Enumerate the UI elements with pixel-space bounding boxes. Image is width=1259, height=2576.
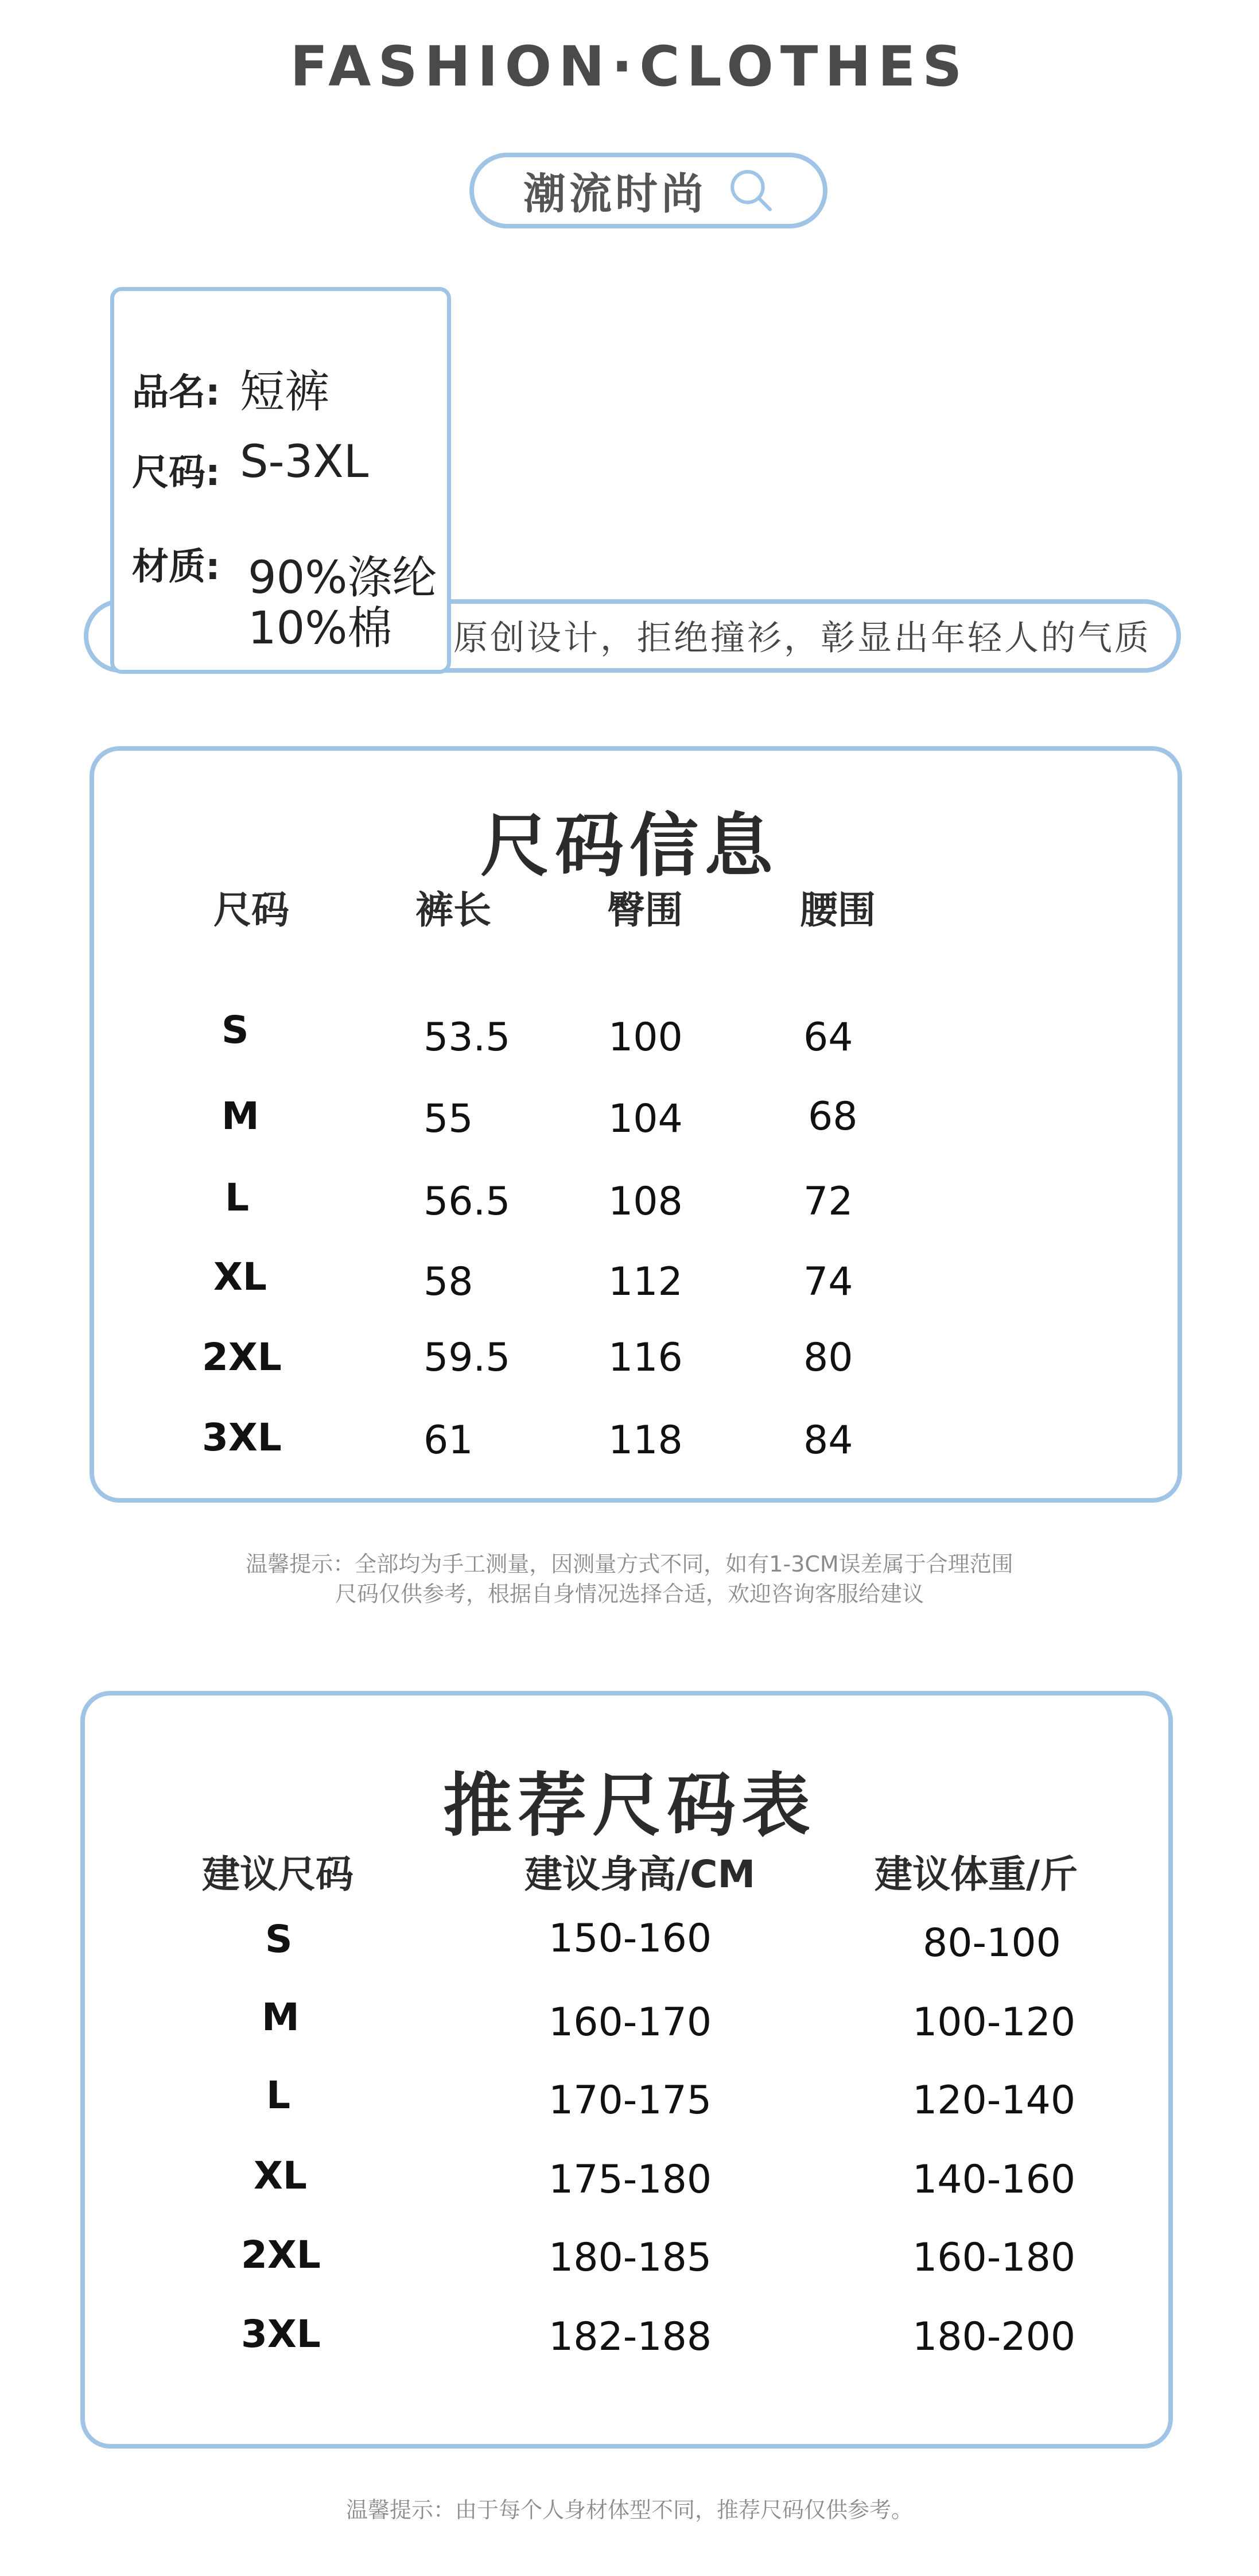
row2-waist: 68 [808, 1094, 858, 1139]
row6-size: 3XL [202, 1415, 282, 1460]
rec-row5-weight: 160-180 [912, 2235, 1076, 2280]
rec-header-weight: 建议体重/斤 [875, 1852, 1078, 1896]
row1-hip: 100 [608, 1015, 683, 1060]
rec-row5-height: 180-185 [549, 2235, 712, 2280]
row2-hip: 104 [608, 1096, 683, 1142]
material-line2: 10%棉 [248, 603, 393, 654]
row3-length: 56.5 [423, 1179, 511, 1224]
size-info-title: 尺码信息 [480, 806, 779, 886]
header-length: 裤长 [415, 888, 491, 932]
brand-title: FASHION·CLOTHES [290, 34, 969, 99]
row3-size: L [225, 1176, 250, 1220]
rec-row6-size: 3XL [241, 2312, 321, 2356]
row5-size: 2XL [202, 1335, 282, 1379]
row5-length: 59.5 [423, 1335, 511, 1380]
search-icon [726, 166, 774, 215]
row1-size: S [222, 1008, 249, 1052]
row1-length: 53.5 [423, 1015, 511, 1060]
size-value: S-3XL [240, 436, 369, 488]
rec-header-size: 建议尺码 [202, 1852, 353, 1896]
size-note-line2: 尺码仅供参考，根据自身情况选择合适，欢迎咨询客服给建议 [335, 1581, 924, 1607]
row2-size: M [222, 1094, 259, 1138]
size-label: 尺码: [132, 452, 220, 494]
rec-row3-weight: 120-140 [912, 2078, 1076, 2123]
rec-row3-size: L [266, 2073, 291, 2117]
pill-text: 潮流时尚 [523, 169, 707, 219]
rec-row3-height: 170-175 [549, 2078, 712, 2123]
rec-row1-size: S [265, 1917, 293, 1961]
rec-row2-height: 160-170 [549, 2000, 712, 2045]
rec-row6-height: 182-188 [549, 2314, 712, 2360]
name-label: 品名: [132, 371, 220, 414]
row4-length: 58 [423, 1259, 473, 1305]
row6-length: 61 [423, 1418, 473, 1463]
rec-row5-size: 2XL [241, 2233, 321, 2277]
name-value: 短裤 [240, 366, 330, 418]
row4-hip: 112 [608, 1259, 683, 1305]
rec-row1-weight: 80-100 [923, 1921, 1061, 1966]
rec-header-height: 建议身高/CM [524, 1852, 756, 1896]
header-waist: 腰围 [800, 888, 876, 932]
row4-waist: 74 [803, 1259, 853, 1305]
row5-waist: 80 [803, 1335, 853, 1380]
size-note-line1: 温馨提示：全部均为手工测量，因测量方式不同，如有1-3CM误差属于合理范围 [246, 1551, 1013, 1577]
rec-row2-size: M [262, 1995, 300, 2039]
rec-row6-weight: 180-200 [912, 2314, 1076, 2360]
row5-hip: 116 [608, 1335, 683, 1380]
rec-row4-weight: 140-160 [912, 2157, 1076, 2202]
header-hip: 臀围 [607, 888, 683, 932]
material-label: 材质: [132, 546, 220, 588]
row6-waist: 84 [803, 1418, 853, 1463]
header-size: 尺码 [213, 888, 289, 932]
row3-hip: 108 [608, 1179, 683, 1224]
rec-row4-height: 175-180 [549, 2157, 712, 2202]
search-pill[interactable] [469, 153, 827, 228]
rec-row1-height: 150-160 [549, 1916, 712, 1961]
row3-waist: 72 [803, 1179, 853, 1224]
slogan-text: 原创设计，拒绝撞衫，彰显出年轻人的气质 [453, 618, 1151, 658]
row2-length: 55 [423, 1096, 473, 1142]
row4-size: XL [213, 1255, 267, 1299]
row6-hip: 118 [608, 1418, 683, 1463]
rec-row4-size: XL [254, 2154, 307, 2198]
material-line1: 90%涤纶 [248, 552, 437, 604]
row1-waist: 64 [803, 1015, 853, 1060]
recommend-title: 推荐尺码表 [443, 1766, 816, 1846]
recommend-note: 温馨提示：由于每个人身材体型不同，推荐尺码仅供参考。 [345, 2497, 913, 2523]
rec-row2-weight: 100-120 [912, 2000, 1076, 2045]
